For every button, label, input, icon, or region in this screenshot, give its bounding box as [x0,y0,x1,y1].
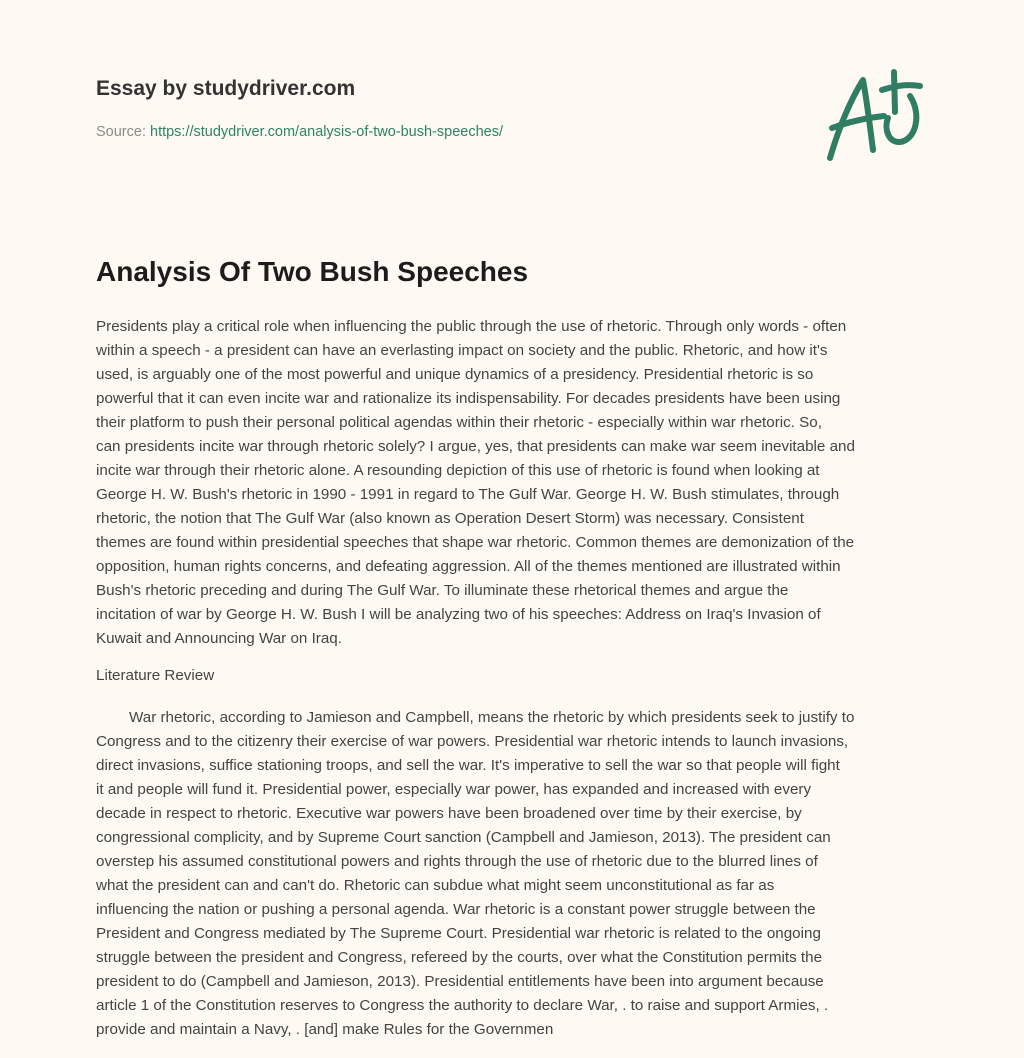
paragraph-line: article 1 of the Constitution reserves to Congress the authority to declare War, . to raise and support Armies, . [96,997,829,1014]
paragraph-line: used, is arguably one of the most powerful and unique dynamics of a presidency. Presidential rhetoric is so [96,366,814,383]
paragraph-line: overstep his assumed constitutional powers and rights through the use of rhetoric due to the blurred lines of [96,853,818,870]
section-heading: Literature Review [96,667,215,684]
paragraph-line: it and people will fund it. Presidential power, especially war power, has expanded and increased with every [96,781,812,798]
paragraph-line: powerful that it can even incite war and rationalize its indispensability. For decades presidents have been using [96,390,841,407]
paragraph-line: incite war through their rhetoric alone. A resounding depiction of this use of rhetoric is found when looking at [96,462,820,479]
paragraph-line: rhetoric, the notion that The Gulf War (also known as Operation Desert Storm) was necessary. Consistent [96,510,804,527]
paragraph-line: Presidents play a critical role when influencing the public through the use of rhetoric. Through only words - often [96,318,847,335]
paragraph-line: what the president can and can't do. Rhetoric can subdue what might seem unconstitutional as far as [96,877,775,894]
literature-review-paragraph [96,706,936,1042]
paragraph-line: influencing the nation or pushing a personal agenda. War rhetoric is a constant power struggle between the [96,901,816,918]
source-line [96,124,503,140]
paragraph-line: congressional complicity, and by Supreme Court sanction (Campbell and Jamieson, 2013). The president can [96,829,831,846]
paragraph-line: War rhetoric, according to Jamieson and Campbell, means the rhetoric by which presidents seek to justify to [129,709,855,726]
paragraph-line: Bush's rhetoric preceding and during The Gulf War. To illuminate these rhetorical themes and argue the [96,582,789,599]
paragraph-line: themes are found within presidential speeches that shape war rhetoric. Common themes are demonization of the [96,534,855,551]
paragraph-line: incitation of war by George H. W. Bush I will be analyzing two of his speeches: Address on Iraq's Invasion of [96,606,821,623]
paragraph-line: direct invasions, suffice stationing troops, and sell the war. It's imperative to sell the war so that people will fight [96,757,840,774]
paragraph-line: can presidents incite war through rhetoric solely? I argue, yes, that presidents can make war seem inevitable and [96,438,855,455]
paragraph-line: opposition, human rights concerns, and defeating aggression. All of the themes mentioned are illustrated within [96,558,841,575]
paragraph-line: Congress and to the citizenry their exercise of war powers. Presidential war rhetoric intends to launch invasions, [96,733,849,750]
a-plus-logo-icon [818,66,930,166]
paragraph-line: president to do (Campbell and Jamieson, 2013). Presidential entitlements have been into argument because [96,973,824,990]
source-label: Source: [96,124,150,140]
paragraph-line: within a speech - a president can have an everlasting impact on society and the public. Rhetoric, and how it's [96,342,828,359]
paragraph-line: decade in respect to rhetoric. Executive war powers have been broadened over time by their exercise, by [96,805,802,822]
site-title: Essay by studydriver.com [96,77,356,100]
paragraph-line: their platform to push their personal political agendas within their rhetoric - especially within war rhetoric. So, [96,414,822,431]
document-title: Analysis Of Two Bush Speeches [96,256,529,287]
source-link[interactable]: https://studydriver.com/analysis-of-two-bush-speeches/ [150,124,503,140]
intro-paragraph [96,315,936,651]
paragraph-line: George H. W. Bush's rhetoric in 1990 - 1991 in regard to The Gulf War. George H. W. Bush stimulates, through [96,486,840,503]
paragraph-line: provide and maintain a Navy, . [and] make Rules for the Governmen [96,1021,554,1038]
paragraph-line: struggle between the president and Congress, refereed by the courts, over what the Constitution permits the [96,949,823,966]
paragraph-line: Kuwait and Announcing War on Iraq. [96,630,342,647]
paragraph-line: President and Congress mediated by The Supreme Court. Presidential war rhetoric is related to the ongoing [96,925,821,942]
